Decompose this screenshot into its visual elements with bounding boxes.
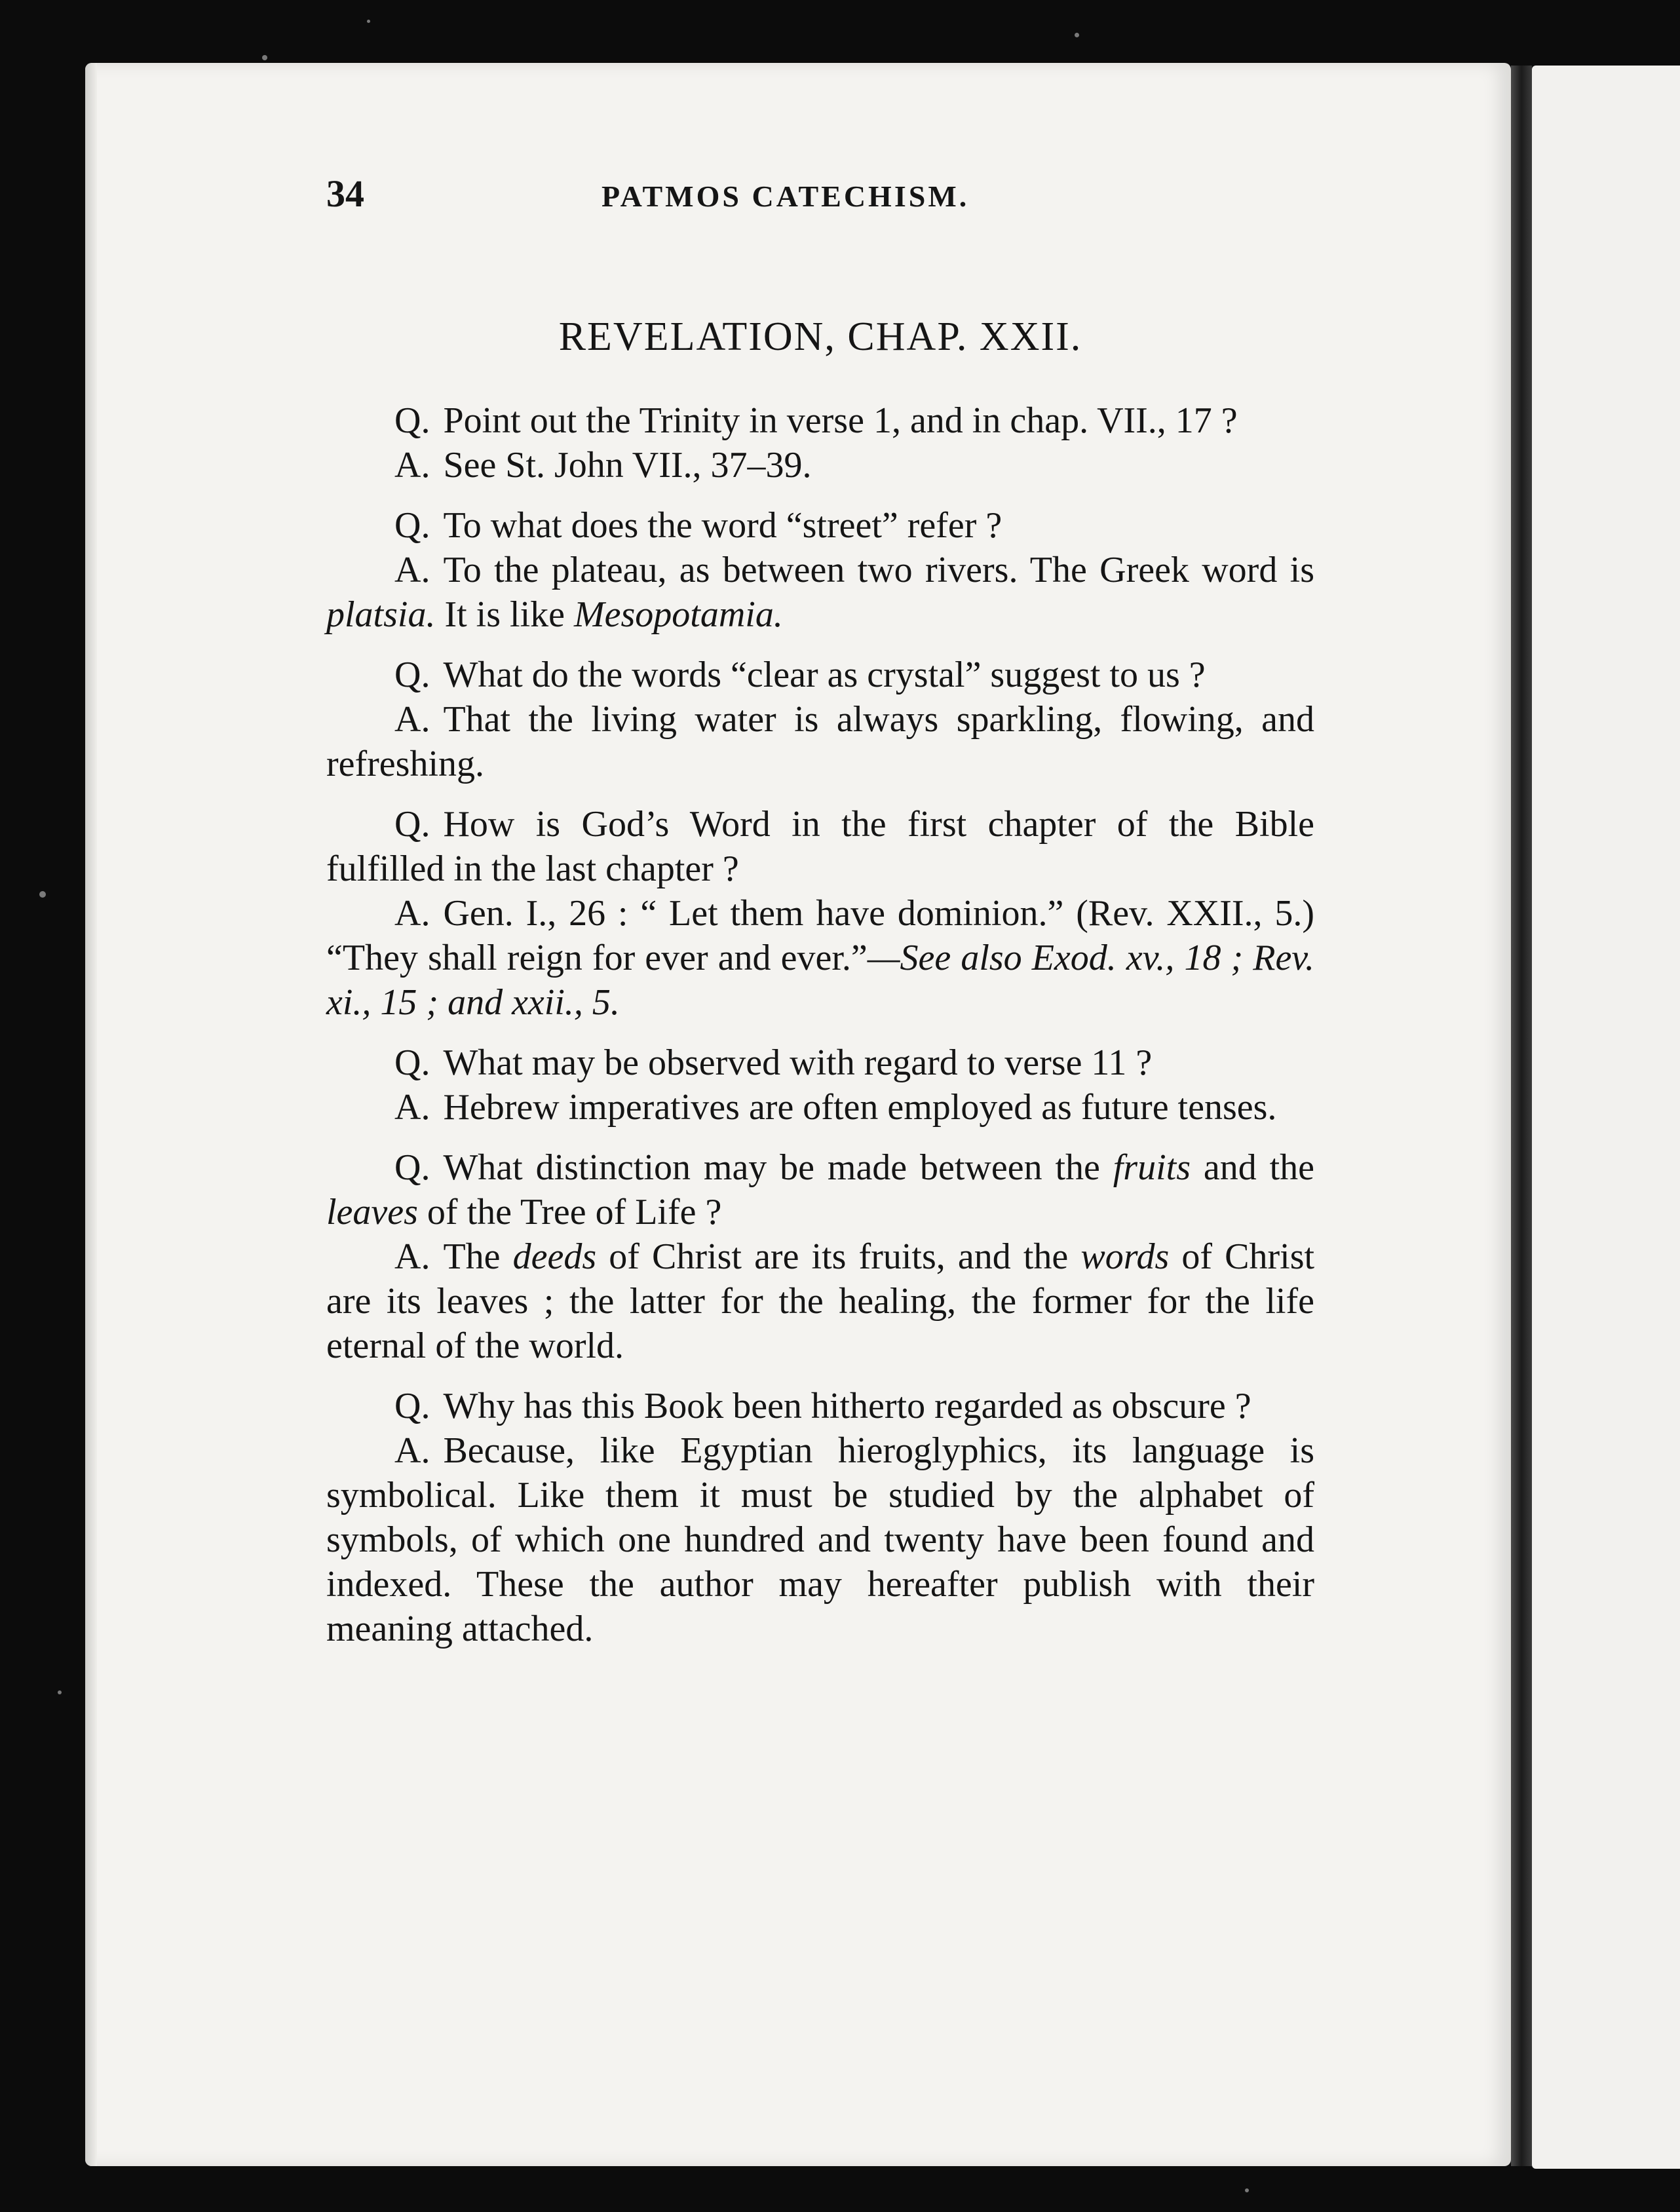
answer-label: A.: [394, 550, 430, 590]
question-text: and the: [1203, 1147, 1315, 1188]
question: [326, 398, 1314, 443]
question-text: of the Tree of Life ?: [427, 1192, 722, 1232]
scan-speck: [1075, 33, 1079, 37]
qa-pair: [326, 653, 1314, 786]
qa-pair: [326, 1040, 1314, 1130]
book-title: PATMOS CATECHISM.: [601, 180, 970, 213]
answer-text: To the plateau, as between two rivers. The Greek word is: [443, 550, 1314, 590]
question-text: How is God’s Word in the first chapter of the Bible fulfilled in the last chapter ?: [326, 804, 1314, 889]
answer: [326, 1428, 1314, 1651]
question-label: Q.: [394, 655, 430, 695]
page-text: [326, 172, 1314, 1667]
answer: [326, 1234, 1314, 1368]
qa-pair: [326, 1384, 1314, 1651]
answer-label: A.: [394, 1430, 430, 1471]
question: [326, 653, 1314, 697]
question-label: Q.: [394, 1147, 430, 1188]
answer-italic-word: platsia.: [326, 594, 436, 635]
qa-pair: [326, 1145, 1314, 1368]
answer-reference: —See also Exod. xv., 18 ; Rev. xi., 15 ; and xxii., 5.: [326, 938, 1314, 1023]
scan-speck: [1245, 2188, 1249, 2192]
answer: [326, 1085, 1314, 1130]
question: [326, 802, 1314, 891]
scan-speck: [58, 1690, 62, 1694]
question: [326, 1145, 1314, 1234]
answer-italic-word: Mesopotamia.: [574, 594, 783, 635]
scan-speck: [39, 891, 46, 898]
question: [326, 1384, 1314, 1428]
answer-text: of Christ are its fruits, and the: [609, 1236, 1069, 1277]
question-text: What may be observed with regard to verse 11 ?: [443, 1042, 1153, 1083]
answer-text: Gen. I., 26 : “ Let them have dominion.” (Rev. XXII., 5.) “They shall reign for ever and ever.”: [326, 893, 1314, 978]
question: [326, 1040, 1314, 1085]
page-number: 34: [326, 172, 364, 215]
question-italic-word: fruits: [1113, 1147, 1191, 1188]
answer-italic-word: deeds: [512, 1236, 597, 1277]
question-text: To what does the word “street” refer ?: [443, 505, 1002, 546]
scan-speck: [262, 55, 267, 60]
facing-page: [1532, 66, 1680, 2169]
question-label: Q.: [394, 400, 430, 441]
chapter-heading: REVELATION, CHAP. XXII.: [558, 315, 1082, 359]
answer-text: That the living water is always sparkling, flowing, and refreshing.: [326, 699, 1314, 784]
scan-speck: [367, 20, 370, 23]
page-edge: [85, 63, 97, 2166]
question-label: Q.: [394, 1042, 430, 1083]
answer: [326, 548, 1314, 637]
book-gutter: [1511, 66, 1532, 2166]
answer-text: See St. John VII., 37–39.: [443, 445, 812, 486]
running-head: [326, 172, 1314, 224]
answer-text: The: [443, 1236, 501, 1277]
question-text: What distinction may be made between the: [443, 1147, 1100, 1188]
question: [326, 503, 1314, 548]
answer-text: Hebrew imperatives are often employed as future tenses.: [443, 1087, 1277, 1128]
question-label: Q.: [394, 505, 430, 546]
qa-pair: [326, 503, 1314, 637]
answer-text: of Christ are its leaves ; the latter for the healing, the former for the life eternal of the world.: [326, 1236, 1315, 1366]
answer-text: It is like: [444, 594, 565, 635]
qa-pair: [326, 398, 1314, 487]
answer-label: A.: [394, 893, 430, 934]
answer: [326, 697, 1314, 786]
answer-label: A.: [394, 699, 430, 740]
question-label: Q.: [394, 1386, 430, 1426]
question-italic-word: leaves: [326, 1192, 418, 1232]
answer: [326, 891, 1314, 1025]
question-text: Why has this Book been hitherto regarded as obscure ?: [443, 1386, 1251, 1426]
question-text: Point out the Trinity in verse 1, and in chap. VII., 17 ?: [443, 400, 1238, 441]
answer-label: A.: [394, 1087, 430, 1128]
question-text: What do the words “clear as crystal” suggest to us ?: [443, 655, 1206, 695]
answer-label: A.: [394, 445, 430, 486]
question-label: Q.: [394, 804, 430, 845]
answer-text: Because, like Egyptian hieroglyphics, its language is symbolical. Like them it must be studied by the alphabet of symbols, of which one hundred and twenty have been found and indexed. These the author may hereafter publish with their meaning attached.: [326, 1430, 1314, 1649]
answer-italic-word: words: [1080, 1236, 1170, 1277]
answer: [326, 443, 1314, 487]
answer-label: A.: [394, 1236, 430, 1277]
qa-pair: [326, 802, 1314, 1025]
